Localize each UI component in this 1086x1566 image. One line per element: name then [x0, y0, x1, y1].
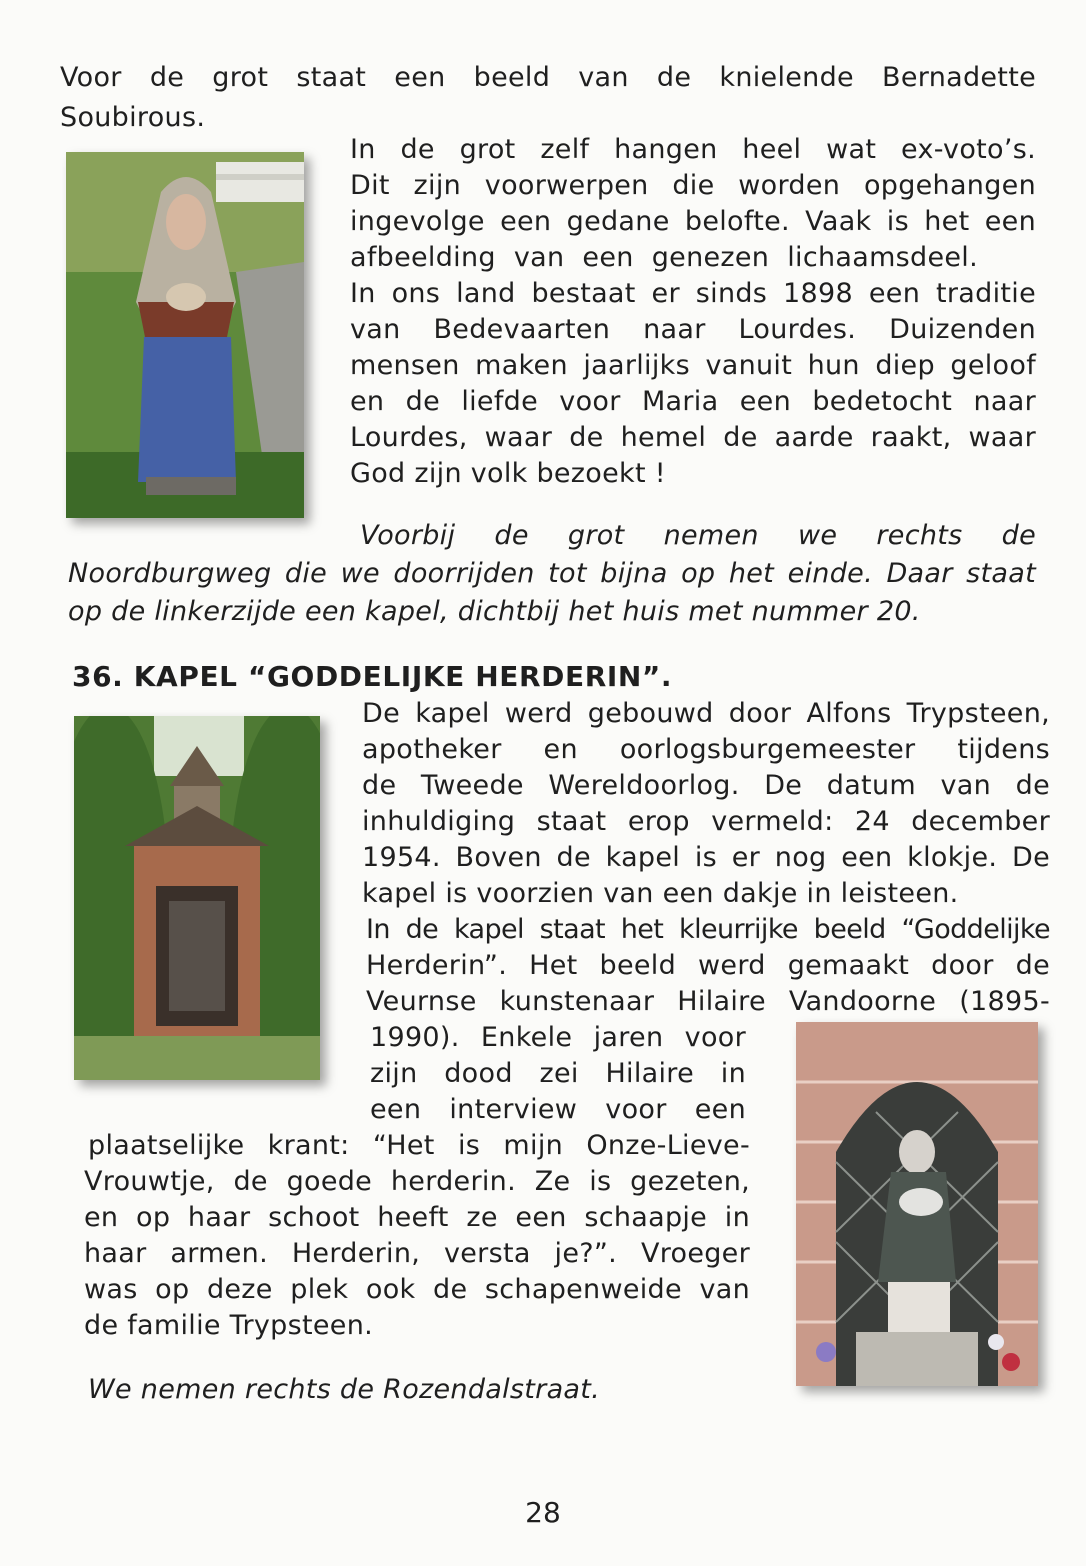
bernadette-statue-photo [66, 152, 304, 518]
herderin-statue-photo [796, 1022, 1038, 1386]
paragraph-line: de familie Trypsteen. [84, 1310, 373, 1341]
paragraph-line: de Tweede Wereldoorlog. De datum van de [362, 770, 1050, 801]
page-number: 28 [525, 1496, 561, 1529]
route-line: Noordburgweg die we doorrijden tot bijna op het einde. Daar staat [68, 558, 1036, 589]
paragraph-line: van Bedevaarten naar Lourdes. Duizenden [350, 314, 1036, 345]
paragraph-line: zijn dood zei Hilaire in [370, 1058, 746, 1089]
route-line: We nemen rechts de Rozendalstraat. [88, 1374, 601, 1405]
paragraph-line: Herderin”. Het beeld werd gemaakt door de [366, 950, 1050, 981]
intro-line: Voor de grot staat een beeld van de knielende Bernadette [60, 62, 1036, 93]
paragraph-line: haar armen. Herderin, versta je?”. Vroeger [84, 1238, 750, 1269]
paragraph-line: en de liefde voor Maria een bedetocht naar [350, 386, 1036, 417]
paragraph-line: Veurnse kunstenaar Hilaire Vandoorne (1895- [366, 986, 1050, 1017]
paragraph-line: God zijn volk bezoekt ! [350, 458, 666, 489]
paragraph-line: Lourdes, waar de hemel de aarde raakt, waar [350, 422, 1036, 453]
paragraph-line: In ons land bestaat er sinds 1898 een traditie [350, 278, 1036, 309]
paragraph-line: Vrouwtje, de goede herderin. Ze is gezeten, [84, 1166, 750, 1197]
paragraph-line: kapel is voorzien van een dakje in leisteen. [362, 878, 959, 909]
paragraph-line: en op haar schoot heeft ze een schaapje in [84, 1202, 750, 1233]
paragraph-line: 1990). Enkele jaren voor [370, 1022, 746, 1053]
paragraph-line: mensen maken jaarlijks vanuit hun diep geloof [350, 350, 1036, 381]
intro-line: Soubirous. [60, 102, 206, 133]
paragraph-line: In de kapel staat het kleurrijke beeld “Goddelijke [366, 914, 1050, 945]
paragraph-line: Dit zijn voorwerpen die worden opgehangen [350, 170, 1036, 201]
paragraph-line: apotheker en oorlogsburgemeester tijdens [362, 734, 1050, 765]
paragraph-line: In de grot zelf hangen heel wat ex-voto’s. [350, 134, 1036, 165]
route-line: op de linkerzijde een kapel, dichtbij het huis met nummer 20. [68, 596, 921, 627]
chapel-photo [74, 716, 320, 1080]
route-line: Voorbij de grot nemen we rechts de [360, 520, 1036, 551]
paragraph-line: ingevolge een gedane belofte. Vaak is het een [350, 206, 1036, 237]
paragraph-line: plaatselijke krant: “Het is mijn Onze-Lieve- [88, 1130, 750, 1161]
section-heading: 36. KAPEL “GODDELIJKE HERDERIN”. [72, 660, 673, 693]
paragraph-line: De kapel werd gebouwd door Alfons Trypsteen, [362, 698, 1050, 729]
paragraph-line: was op deze plek ook de schapenweide van [84, 1274, 750, 1305]
paragraph-line: inhuldiging staat erop vermeld: 24 december [362, 806, 1050, 837]
paragraph-line: 1954. Boven de kapel is er nog een klokje. De [362, 842, 1050, 873]
paragraph-line: een interview voor een [370, 1094, 746, 1125]
paragraph-line: afbeelding van een genezen lichaamsdeel. [350, 242, 978, 273]
